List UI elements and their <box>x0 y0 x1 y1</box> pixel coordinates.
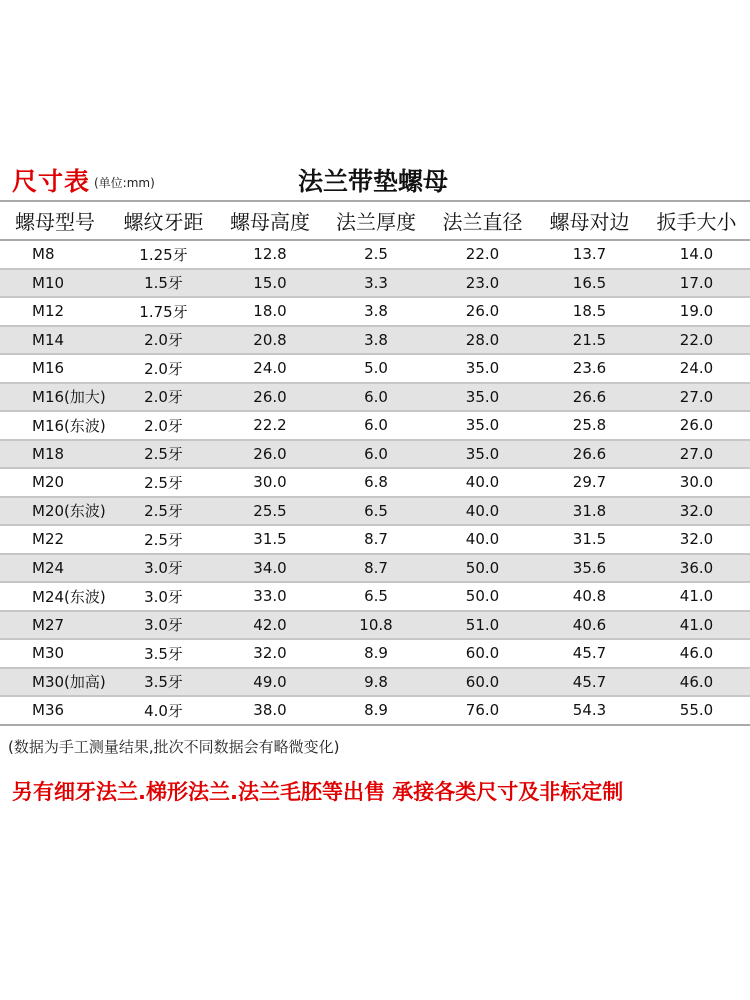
value-cell: 28.0 <box>429 326 536 355</box>
value-cell: 22.2 <box>217 411 323 440</box>
table-row <box>0 497 750 526</box>
value-cell: 8.7 <box>323 525 429 554</box>
value-cell: 3.0牙 <box>110 554 217 583</box>
value-cell: 35.0 <box>429 383 536 412</box>
size-table-label: 尺寸表 <box>12 167 91 196</box>
value-cell: 33.0 <box>217 582 323 611</box>
value-cell: 42.0 <box>217 611 323 640</box>
table-row <box>0 354 750 383</box>
value-cell: 35.0 <box>429 411 536 440</box>
table-row <box>0 440 750 469</box>
value-cell: 12.8 <box>217 240 323 269</box>
model-cell: M14 <box>0 326 110 355</box>
value-cell: 18.0 <box>217 297 323 326</box>
table-header-bar <box>0 160 750 200</box>
value-cell: 2.5 <box>323 240 429 269</box>
model-cell: M22 <box>0 525 110 554</box>
value-cell: 50.0 <box>429 582 536 611</box>
value-cell: 40.6 <box>536 611 643 640</box>
table-row <box>0 582 750 611</box>
model-cell: M18 <box>0 440 110 469</box>
value-cell: 5.0 <box>323 354 429 383</box>
value-cell: 38.0 <box>217 696 323 725</box>
table-row <box>0 525 750 554</box>
value-cell: 9.8 <box>323 668 429 697</box>
value-cell: 30.0 <box>643 468 750 497</box>
value-cell: 26.0 <box>217 440 323 469</box>
value-cell: 26.0 <box>429 297 536 326</box>
col-header: 扳手大小 <box>643 201 750 240</box>
value-cell: 24.0 <box>643 354 750 383</box>
table-row <box>0 240 750 269</box>
table-row <box>0 468 750 497</box>
value-cell: 4.0牙 <box>110 696 217 725</box>
value-cell: 54.3 <box>536 696 643 725</box>
spec-table-body <box>0 240 750 725</box>
table-row <box>0 383 750 412</box>
page-title: 法兰带垫螺母 <box>298 167 449 196</box>
value-cell: 31.8 <box>536 497 643 526</box>
value-cell: 35.0 <box>429 354 536 383</box>
col-header: 法兰直径 <box>429 201 536 240</box>
col-header: 螺母高度 <box>217 201 323 240</box>
model-cell: M12 <box>0 297 110 326</box>
value-cell: 3.0牙 <box>110 611 217 640</box>
value-cell: 6.5 <box>323 582 429 611</box>
value-cell: 41.0 <box>643 582 750 611</box>
value-cell: 55.0 <box>643 696 750 725</box>
value-cell: 29.7 <box>536 468 643 497</box>
value-cell: 2.0牙 <box>110 354 217 383</box>
value-cell: 20.8 <box>217 326 323 355</box>
value-cell: 45.7 <box>536 668 643 697</box>
value-cell: 34.0 <box>217 554 323 583</box>
value-cell: 18.5 <box>536 297 643 326</box>
value-cell: 25.5 <box>217 497 323 526</box>
value-cell: 15.0 <box>217 269 323 298</box>
value-cell: 22.0 <box>429 240 536 269</box>
model-cell: M16(加大) <box>0 383 110 412</box>
value-cell: 23.6 <box>536 354 643 383</box>
table-row <box>0 554 750 583</box>
model-cell: M36 <box>0 696 110 725</box>
value-cell: 3.5牙 <box>110 639 217 668</box>
value-cell: 6.5 <box>323 497 429 526</box>
value-cell: 21.5 <box>536 326 643 355</box>
value-cell: 45.7 <box>536 639 643 668</box>
value-cell: 2.0牙 <box>110 411 217 440</box>
value-cell: 40.0 <box>429 468 536 497</box>
table-row <box>0 639 750 668</box>
value-cell: 40.8 <box>536 582 643 611</box>
value-cell: 32.0 <box>217 639 323 668</box>
value-cell: 26.0 <box>643 411 750 440</box>
value-cell: 2.5牙 <box>110 468 217 497</box>
value-cell: 32.0 <box>643 525 750 554</box>
value-cell: 26.6 <box>536 383 643 412</box>
value-cell: 2.5牙 <box>110 440 217 469</box>
value-cell: 35.0 <box>429 440 536 469</box>
table-row <box>0 696 750 725</box>
value-cell: 50.0 <box>429 554 536 583</box>
value-cell: 22.0 <box>643 326 750 355</box>
model-cell: M20 <box>0 468 110 497</box>
value-cell: 46.0 <box>643 668 750 697</box>
table-row <box>0 611 750 640</box>
value-cell: 30.0 <box>217 468 323 497</box>
value-cell: 6.0 <box>323 383 429 412</box>
value-cell: 3.8 <box>323 326 429 355</box>
value-cell: 60.0 <box>429 639 536 668</box>
model-cell: M16(东波) <box>0 411 110 440</box>
model-cell: M24 <box>0 554 110 583</box>
col-header: 螺母对边 <box>536 201 643 240</box>
value-cell: 31.5 <box>217 525 323 554</box>
model-cell: M10 <box>0 269 110 298</box>
value-cell: 76.0 <box>429 696 536 725</box>
value-cell: 1.75牙 <box>110 297 217 326</box>
value-cell: 26.6 <box>536 440 643 469</box>
promo-banner: 另有细牙法兰.梯形法兰.法兰毛胚等出售 承接各类尺寸及非标定制 <box>12 780 624 804</box>
value-cell: 46.0 <box>643 639 750 668</box>
model-cell: M30(加高) <box>0 668 110 697</box>
value-cell: 60.0 <box>429 668 536 697</box>
table-row <box>0 297 750 326</box>
value-cell: 6.0 <box>323 440 429 469</box>
value-cell: 8.9 <box>323 696 429 725</box>
model-cell: M16 <box>0 354 110 383</box>
table-row <box>0 326 750 355</box>
value-cell: 10.8 <box>323 611 429 640</box>
value-cell: 3.5牙 <box>110 668 217 697</box>
value-cell: 8.9 <box>323 639 429 668</box>
table-row <box>0 668 750 697</box>
value-cell: 6.8 <box>323 468 429 497</box>
value-cell: 16.5 <box>536 269 643 298</box>
value-cell: 36.0 <box>643 554 750 583</box>
value-cell: 8.7 <box>323 554 429 583</box>
value-cell: 25.8 <box>536 411 643 440</box>
value-cell: 2.5牙 <box>110 525 217 554</box>
table-row <box>0 269 750 298</box>
value-cell: 3.0牙 <box>110 582 217 611</box>
value-cell: 3.8 <box>323 297 429 326</box>
value-cell: 27.0 <box>643 383 750 412</box>
model-cell: M24(东波) <box>0 582 110 611</box>
model-cell: M8 <box>0 240 110 269</box>
unit-label: (单位:mm) <box>94 176 155 190</box>
model-cell: M20(东波) <box>0 497 110 526</box>
value-cell: 35.6 <box>536 554 643 583</box>
value-cell: 3.3 <box>323 269 429 298</box>
model-cell: M30 <box>0 639 110 668</box>
value-cell: 26.0 <box>217 383 323 412</box>
table-header-row <box>0 201 750 240</box>
value-cell: 17.0 <box>643 269 750 298</box>
value-cell: 40.0 <box>429 525 536 554</box>
value-cell: 1.25牙 <box>110 240 217 269</box>
col-header: 法兰厚度 <box>323 201 429 240</box>
value-cell: 41.0 <box>643 611 750 640</box>
value-cell: 51.0 <box>429 611 536 640</box>
col-header: 螺母型号 <box>0 201 110 240</box>
value-cell: 2.0牙 <box>110 383 217 412</box>
value-cell: 49.0 <box>217 668 323 697</box>
value-cell: 31.5 <box>536 525 643 554</box>
value-cell: 2.0牙 <box>110 326 217 355</box>
value-cell: 23.0 <box>429 269 536 298</box>
measurement-note: (数据为手工测量结果,批次不同数据会有略微变化) <box>8 738 340 756</box>
value-cell: 27.0 <box>643 440 750 469</box>
value-cell: 32.0 <box>643 497 750 526</box>
value-cell: 1.5牙 <box>110 269 217 298</box>
value-cell: 2.5牙 <box>110 497 217 526</box>
model-cell: M27 <box>0 611 110 640</box>
value-cell: 19.0 <box>643 297 750 326</box>
table-row <box>0 411 750 440</box>
value-cell: 6.0 <box>323 411 429 440</box>
value-cell: 40.0 <box>429 497 536 526</box>
value-cell: 13.7 <box>536 240 643 269</box>
value-cell: 14.0 <box>643 240 750 269</box>
spec-table <box>0 200 750 726</box>
value-cell: 24.0 <box>217 354 323 383</box>
col-header: 螺纹牙距 <box>110 201 217 240</box>
